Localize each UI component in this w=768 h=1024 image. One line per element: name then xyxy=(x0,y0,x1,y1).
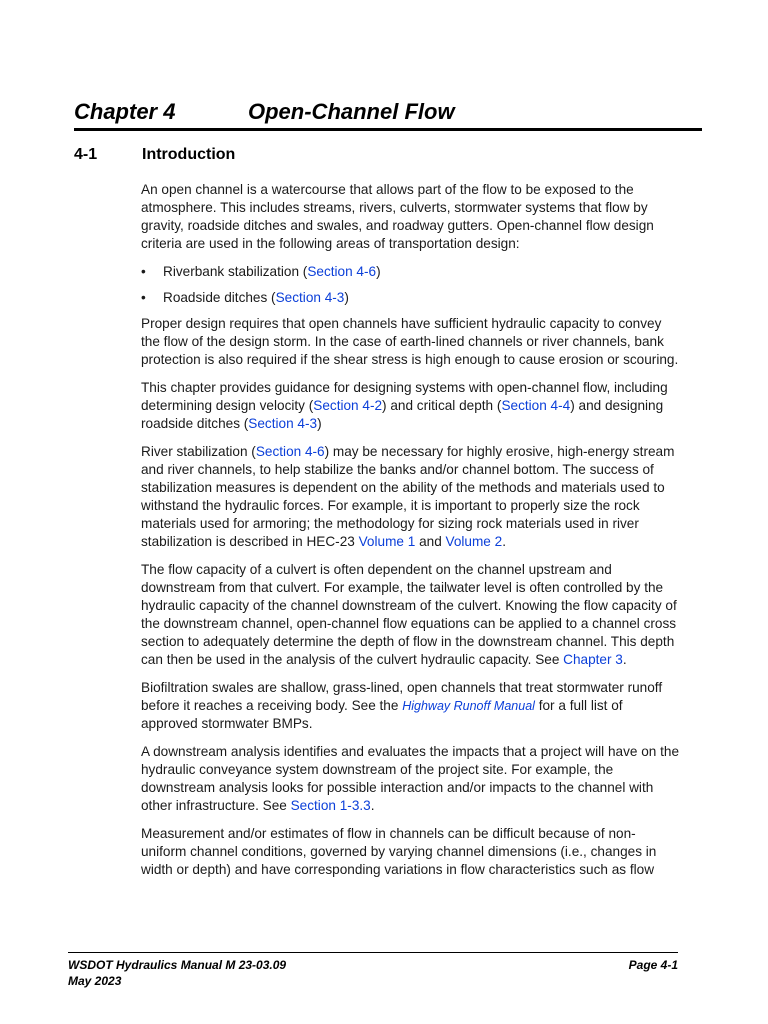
list-item xyxy=(141,263,681,281)
bullet-text: Riverbank stabilization ( xyxy=(163,264,308,279)
text: . xyxy=(370,798,375,813)
chapter-header xyxy=(74,98,702,131)
chapter-3-link[interactable]: Chapter 3 xyxy=(563,652,623,667)
section-4-4-link[interactable]: Section 4-4 xyxy=(501,398,571,413)
text: ) may be necessary for highly erosive, high-energy stream and river channels, to help stabilize the banks and/or channel bottom. The success of stabilization measures is dependent on the ability of the methods and materials used to withstand the hydraulic forces. For example, it is important to properly size the rock materials used for armoring; the methodology for sizing rock materials used in river stabilization is described in HEC-23 xyxy=(141,444,675,549)
text: ) xyxy=(317,416,322,431)
section-1-3-3-link[interactable]: Section 1-3.3 xyxy=(290,798,371,813)
text: This chapter provides guidance for designing systems with open-channel flow, including determining design velocity ( xyxy=(141,380,668,413)
text: River stabilization ( xyxy=(141,444,256,459)
paragraph-4 xyxy=(141,443,681,551)
text: ) and critical depth ( xyxy=(382,398,502,413)
paragraph-5 xyxy=(141,561,681,669)
footer-manual-title: WSDOT Hydraulics Manual M 23-03.09 xyxy=(68,958,287,972)
volume-2-link[interactable]: Volume 2 xyxy=(445,534,503,549)
page-footer xyxy=(68,952,678,988)
footer-date: May 2023 xyxy=(68,974,122,988)
text: . xyxy=(622,652,627,667)
section-4-3-link[interactable]: Section 4-3 xyxy=(275,290,345,305)
paragraph-2: Proper design requires that open channels have sufficient hydraulic capacity to convey the flow of the design storm. In the case of earth-lined channels or river channels, bank protection is also required if the shear stress is high enough to cause erosion or scouring. xyxy=(141,316,679,367)
paragraph-6 xyxy=(141,679,681,733)
text: A downstream analysis identifies and evaluates the impacts that a project will have on the hydraulic conveyance system downstream of the project site. For example, the downstream analysis looks for possible interaction and/or impacts to the channel with other infrastructure. See xyxy=(141,744,680,813)
text: ) and designing roadside ditches ( xyxy=(141,398,664,431)
paragraph-3 xyxy=(141,379,681,433)
bullet-text: ) xyxy=(344,290,349,305)
paragraph-8: Measurement and/or estimates of flow in channels can be difficult because of non-uniform channel conditions, governed by varying channel dimensions (i.e., changes in width or depth) and have corresponding variations in flow characteristics such as flow xyxy=(141,826,657,877)
text: The flow capacity of a culvert is often dependent on the channel upstream and downstream from that culvert. For example, the tailwater level is often controlled by the hydraulic capacity of the channel downstream of the culvert. Knowing the flow capacity of the downstream channel, open-channel flow equations can be applied to a channel cross section to adequately determine the depth of flow in the downstream channel. This depth can then be used in the analysis of the culvert hydraulic capacity. See xyxy=(141,562,677,667)
text: Biofiltration swales are shallow, grass-lined, open channels that treat stormwater runoff before it reaches a receiving body. See the xyxy=(141,680,663,713)
section-title: Introduction xyxy=(142,146,236,163)
bullet-list xyxy=(141,263,681,307)
highway-runoff-manual-link[interactable]: Highway Runoff Manual xyxy=(402,699,535,713)
chapter-title: Open-Channel Flow xyxy=(248,99,455,124)
section-4-3-link[interactable]: Section 4-3 xyxy=(248,416,318,431)
chapter-number: Chapter 4 xyxy=(74,99,176,124)
list-item xyxy=(141,289,681,307)
section-4-2-link[interactable]: Section 4-2 xyxy=(313,398,383,413)
text: . xyxy=(502,534,506,549)
volume-1-link[interactable]: Volume 1 xyxy=(358,534,416,549)
section-4-6-link[interactable]: Section 4-6 xyxy=(307,264,377,279)
text: and xyxy=(415,534,446,549)
text: for a full list of approved stormwater BMPs. xyxy=(141,698,623,731)
bullet-text: ) xyxy=(376,264,381,279)
section-4-6-link[interactable]: Section 4-6 xyxy=(255,444,325,459)
footer-page-number: Page 4-1 xyxy=(628,958,678,972)
body-content xyxy=(141,181,681,889)
paragraph-7 xyxy=(141,743,681,815)
section-number: 4-1 xyxy=(74,146,98,163)
bullet-text: Roadside ditches ( xyxy=(163,290,276,305)
paragraph-1: An open channel is a watercourse that allows part of the flow to be exposed to the atmosphere. This includes streams, rivers, culverts, stormwater systems that flow by gravity, roadside ditches and swales, and roadway gutters. Open-channel flow design criteria are used in the following areas of transportation design: xyxy=(141,182,654,251)
